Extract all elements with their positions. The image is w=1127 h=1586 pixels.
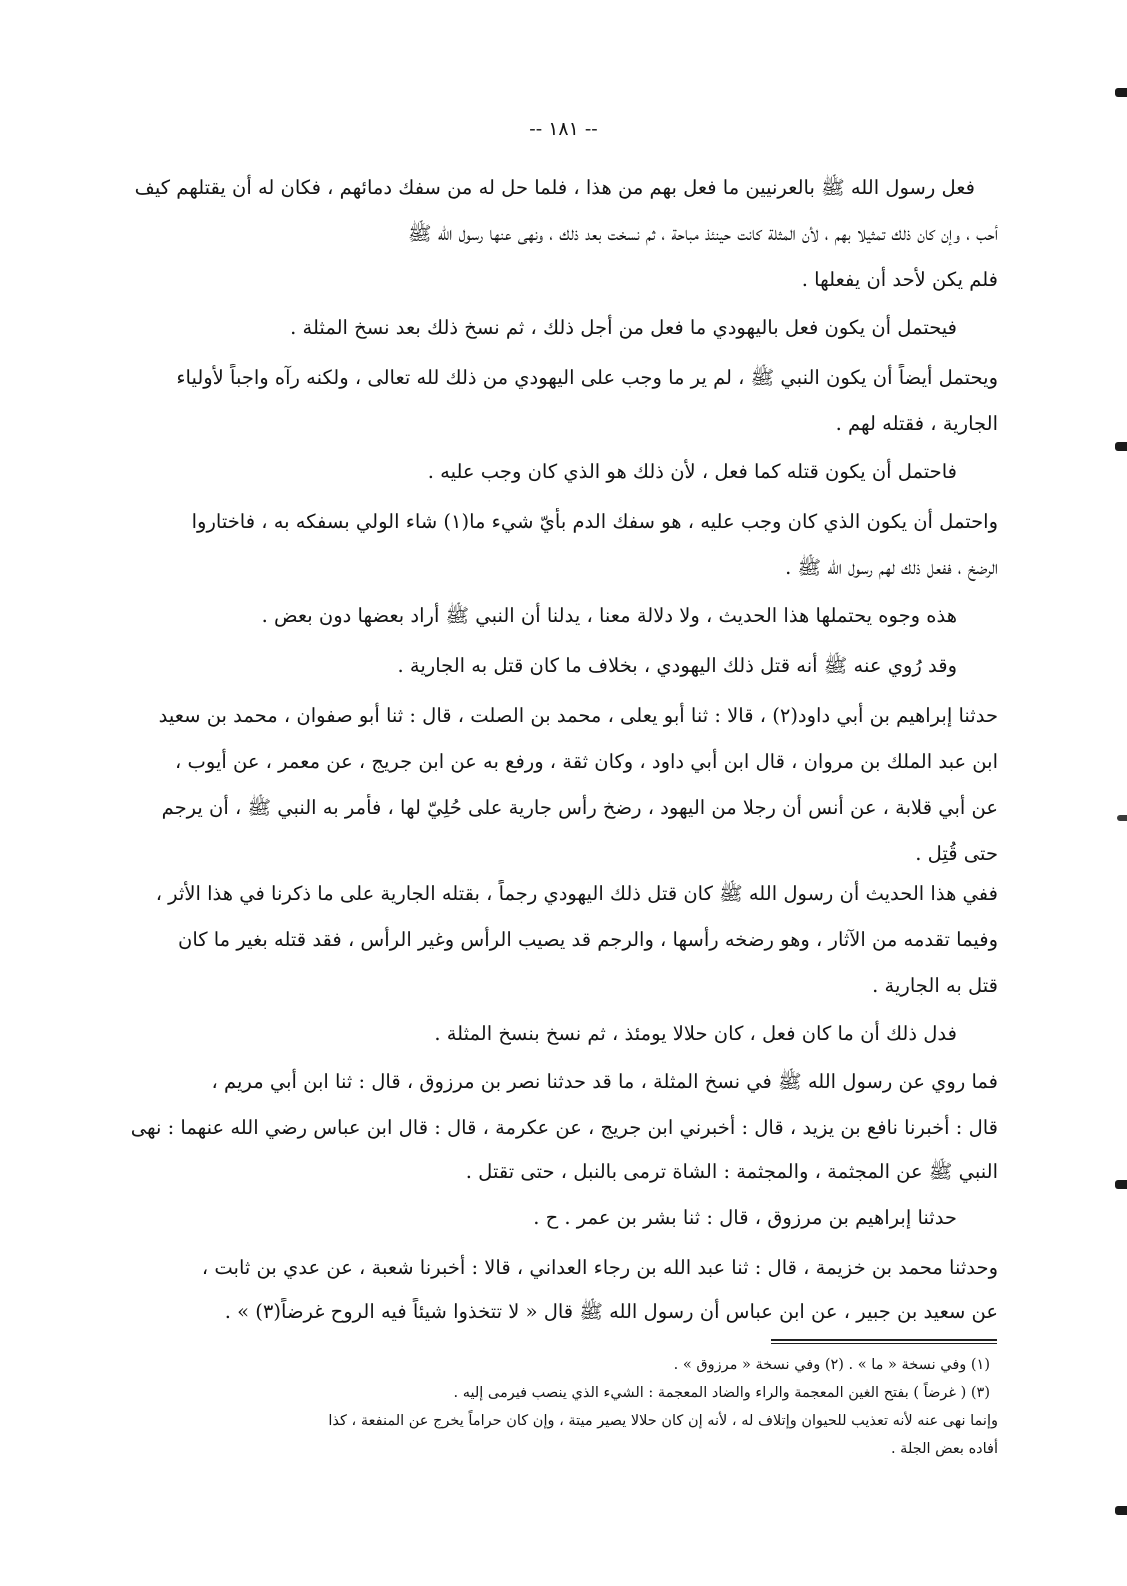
body-line: هذه وجوه يحتملها هذا الحديث ، ولا دلالة معنا ، يدلنا أن النبي ﷺ أراد بعضها دون بعض .: [261, 604, 957, 627]
scan-edge-mark: [1117, 815, 1127, 821]
scan-edge-mark: [1115, 442, 1127, 451]
body-line: فما روي عن رسول الله ﷺ في نسخ المثلة ، ما قد حدثنا نصر بن مرزوق ، قال : ثنا ابن أبي مريم ،: [211, 1070, 998, 1093]
body-line: فيحتمل أن يكون فعل باليهودي ما فعل من أجل ذلك ، ثم نسخ ذلك بعد نسخ المثلة .: [290, 316, 957, 339]
body-line: حدثنا إبراهيم بن مرزوق ، قال : ثنا بشر بن عمر . ح .: [533, 1206, 957, 1229]
body-line: وقد رُوي عنه ﷺ أنه قتل ذلك اليهودي ، بخلاف ما كان قتل به الجارية .: [397, 654, 957, 677]
body-line: فلم يكن لأحد أن يفعلها .: [801, 268, 998, 291]
footnote-line: (٣) ( غرضاً ) بفتح الغين المعجمة والراء والضاد المعجمة : الشيء الذي ينصب فيرمى إليه .: [453, 1385, 990, 1401]
footnote-separator-inner: [771, 1343, 997, 1344]
body-line: أحب ، وإن كان ذلك تمثيلا بهم ، لأن المثلة كانت حينئذ مباحة ، ثم نسخت بعد ذلك ، ونهى عنها رسول الله ﷺ: [408, 222, 998, 245]
body-line: ففي هذا الحديث أن رسول الله ﷺ كان قتل ذلك اليهودي رجماً ، بقتله الجارية على ما ذكرنا في هذا الأثر ،: [155, 882, 998, 905]
body-line: الجارية ، فقتله لهم .: [835, 412, 998, 435]
footnote-separator: [771, 1339, 997, 1341]
body-line: فعل رسول الله ﷺ بالعرنيين ما فعل بهم من هذا ، فلما حل له من سفك دمائهم ، فكان له أن يقتلهم كيف: [134, 176, 975, 199]
scan-edge-mark: [1115, 88, 1127, 97]
body-line: فاحتمل أن يكون قتله كما فعل ، لأن ذلك هو الذي كان وجب عليه .: [427, 460, 957, 483]
page-number: -- ١٨١ --: [529, 118, 598, 140]
scan-edge-mark: [1115, 1506, 1127, 1515]
footnote-line: وإنما نهى عنه لأنه تعذيب للحيوان وإتلاف له ، لأنه إن كان حلالا يصير ميتة ، وإن كان حراماً يخرج عن المنفعة ، كذا: [328, 1413, 998, 1429]
body-line: عن سعيد بن جبير ، عن ابن عباس أن رسول الله ﷺ قال « لا تتخذوا شيئاً فيه الروح غرضاً(٣) » .: [224, 1300, 998, 1323]
body-line: وفيما تقدمه من الآثار ، وهو رضخه رأسها ، والرجم قد يصيب الرأس وغير الرأس ، فقد قتله بغير ما كان: [178, 928, 998, 951]
body-line: قال : أخبرنا نافع بن يزيد ، قال : أخبرني ابن جريج ، عن عكرمة ، قال : قال ابن عباس رضي الله عنهما : نهى: [130, 1116, 998, 1139]
body-line: ويحتمل أيضاً أن يكون النبي ﷺ ، لم ير ما وجب على اليهودي من ذلك لله تعالى ، ولكنه رآه واجباً لأولياء: [176, 366, 998, 389]
body-line: وحدثنا محمد بن خزيمة ، قال : ثنا عبد الله بن رجاء العداني ، قالا : أخبرنا شعبة ، عن عدي بن ثابت ،: [201, 1256, 998, 1279]
body-line: واحتمل أن يكون الذي كان وجب عليه ، هو سفك الدم بأيّ شيء ما(١) شاء الولي بسفكه به ، فاختاروا: [191, 510, 998, 533]
footnote-line: أفاده بعض الجلة .: [890, 1441, 998, 1457]
scan-edge-mark: [1115, 1180, 1127, 1189]
body-line: قتل به الجارية .: [872, 974, 998, 997]
body-line: حدثنا إبراهيم بن أبي داود(٢) ، قالا : ثنا أبو يعلى ، محمد بن الصلت ، قال : ثنا أبو صفوان ، محمد بن سعيد: [158, 704, 998, 727]
footnote-line: (١) وفي نسخة « ما » . (٢) وفي نسخة « مرزوق » .: [673, 1357, 990, 1373]
body-line: الرضخ ، ففعل ذلك لهم رسول الله ﷺ .: [785, 556, 998, 579]
body-line: النبي ﷺ عن المجثمة ، والمجثمة : الشاة ترمى بالنبل ، حتى تقتل .: [465, 1160, 998, 1183]
body-line: حتى قُتِل .: [915, 842, 998, 865]
body-line: عن أبي قلابة ، عن أنس أن رجلا من اليهود ، رضخ رأس جارية على حُلِيّ لها ، فأمر به النبي ﷺ ، أن يرجم: [161, 796, 998, 819]
body-line: ابن عبد الملك بن مروان ، قال ابن أبي داود ، وكان ثقة ، ورفع به عن ابن جريج ، عن معمر ، عن أيوب ،: [175, 750, 998, 773]
body-line: فدل ذلك أن ما كان فعل ، كان حلالا يومئذ ، ثم نسخ بنسخ المثلة .: [434, 1022, 957, 1045]
